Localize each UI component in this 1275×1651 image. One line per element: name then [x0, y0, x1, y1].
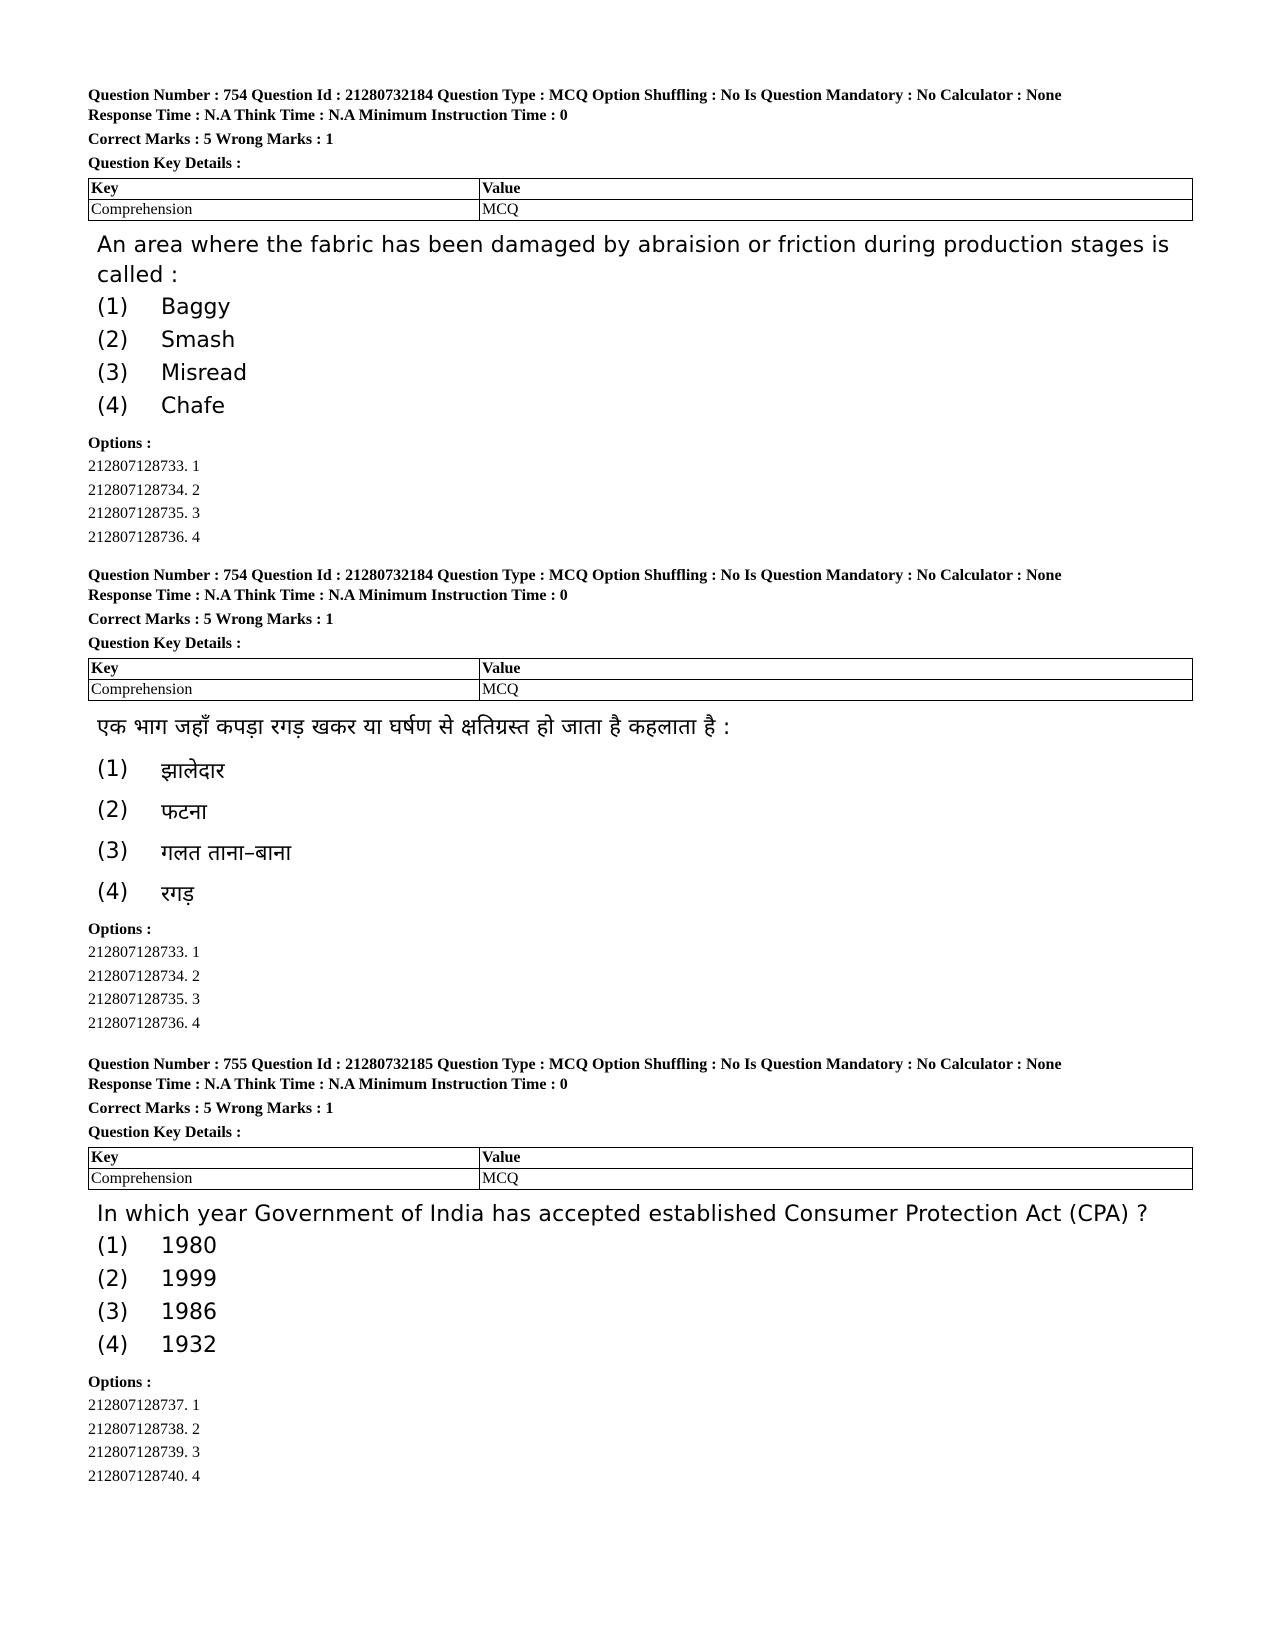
choice-text: 1999: [161, 1267, 217, 1292]
choice-number: (2): [97, 798, 129, 823]
question-text: एक भाग जहाँ कपड़ा रगड़ खकर या घर्षण से क्षतिग्रस्त हो जाता है कहलाता है :: [97, 715, 731, 740]
key-details-table: [88, 178, 1193, 221]
choice-text: Smash: [161, 328, 236, 353]
choice-number: (2): [97, 1267, 129, 1292]
choice-list: [97, 291, 1198, 423]
options-label: Options :: [88, 435, 152, 452]
option-id: 212807128733. 1: [88, 458, 200, 475]
choice-item: [97, 790, 1198, 831]
options-label: Options :: [88, 921, 152, 938]
question-text: In which year Government of India has accepted established Consumer Protection Act (CPA) ?: [97, 1202, 1149, 1227]
marks-line: Correct Marks : 5 Wrong Marks : 1: [88, 611, 334, 628]
choice-item: [97, 324, 1198, 357]
table-row: [89, 200, 1193, 221]
choice-number: (4): [97, 880, 129, 905]
choice-text: गलत ताना–बाना: [161, 840, 292, 866]
option-id: 212807128738. 2: [88, 1420, 200, 1438]
table-row: [89, 1148, 1193, 1169]
question-meta-line-1: Question Number : 754 Question Id : 21280732184 Question Type : MCQ Option Shuffling : No Is Question Mandatory : No Calculator : None: [88, 567, 1062, 584]
choice-list: [97, 749, 1198, 913]
choice-item: [97, 1263, 1198, 1296]
choice-number: (4): [97, 394, 129, 419]
key-details-label: Question Key Details :: [88, 635, 242, 652]
choice-item: [97, 1230, 1198, 1263]
choice-text: Chafe: [161, 394, 226, 419]
table-header-key: Key: [89, 179, 480, 200]
table-header-value: Value: [480, 1148, 1193, 1169]
choice-number: (3): [97, 361, 129, 386]
key-details-label: Question Key Details :: [88, 1124, 242, 1141]
table-cell-key: Comprehension: [89, 680, 480, 701]
choice-number: (3): [97, 839, 129, 864]
option-id: 212807128735. 3: [88, 505, 200, 522]
choice-number: (4): [97, 1333, 129, 1358]
choice-item: [97, 749, 1198, 790]
marks-line: Correct Marks : 5 Wrong Marks : 1: [88, 131, 334, 148]
choice-item: [97, 291, 1198, 324]
option-id: 212807128737. 1: [88, 1397, 200, 1414]
table-header-key: Key: [89, 1148, 480, 1169]
marks-line: Correct Marks : 5 Wrong Marks : 1: [88, 1100, 334, 1117]
option-id: 212807128733. 1: [88, 944, 200, 961]
key-details-table: [88, 658, 1193, 701]
choice-item: [97, 357, 1198, 390]
choice-text: झालेदार: [161, 758, 225, 784]
choice-number: (3): [97, 1300, 129, 1325]
question-block-1: [88, 86, 1198, 549]
option-id: 212807128734. 2: [88, 481, 200, 499]
table-cell-value: MCQ: [480, 680, 1193, 701]
key-details-table: [88, 1147, 1193, 1190]
table-row: [89, 1169, 1193, 1190]
choice-text: फटना: [161, 799, 207, 825]
choice-item: [97, 1296, 1198, 1329]
question-meta-line-2: Response Time : N.A Think Time : N.A Minimum Instruction Time : 0: [88, 107, 568, 124]
choice-number: (1): [97, 295, 129, 320]
option-id: 212807128739. 3: [88, 1444, 200, 1461]
option-id: 212807128736. 4: [88, 528, 200, 546]
choice-item: [97, 390, 1198, 423]
option-id: 212807128740. 4: [88, 1467, 200, 1485]
choice-number: (1): [97, 1234, 129, 1259]
question-block-3: [88, 1055, 1198, 1488]
choice-text: 1932: [161, 1333, 217, 1358]
question-meta-line-1: Question Number : 755 Question Id : 21280732185 Question Type : MCQ Option Shuffling : No Is Question Mandatory : No Calculator : None: [88, 1056, 1062, 1073]
table-header-key: Key: [89, 659, 480, 680]
question-meta-line-1: Question Number : 754 Question Id : 21280732184 Question Type : MCQ Option Shuffling : No Is Question Mandatory : No Calculator : None: [88, 87, 1062, 104]
table-header-value: Value: [480, 659, 1193, 680]
choice-text: रगड़: [161, 881, 195, 907]
key-details-label: Question Key Details :: [88, 155, 242, 172]
choice-text: Misread: [161, 361, 248, 386]
choice-list: [97, 1230, 1198, 1362]
choice-item: [97, 831, 1198, 872]
table-row: [89, 659, 1193, 680]
table-row: [89, 179, 1193, 200]
choice-number: (1): [97, 757, 129, 782]
options-label: Options :: [88, 1374, 152, 1391]
question-meta-line-2: Response Time : N.A Think Time : N.A Minimum Instruction Time : 0: [88, 1076, 568, 1093]
table-row: [89, 680, 1193, 701]
table-cell-value: MCQ: [480, 1169, 1193, 1190]
choice-item: [97, 1329, 1198, 1362]
option-id: 212807128734. 2: [88, 967, 200, 985]
option-id: 212807128735. 3: [88, 991, 200, 1008]
question-block-2: [88, 566, 1198, 1035]
option-id: 212807128736. 4: [88, 1014, 200, 1032]
table-cell-value: MCQ: [480, 200, 1193, 221]
choice-item: [97, 872, 1198, 913]
question-text: An area where the fabric has been damaged by abraision or friction during production stages is called :: [97, 233, 1170, 288]
table-cell-key: Comprehension: [89, 200, 480, 221]
choice-text: 1986: [161, 1300, 217, 1325]
table-cell-key: Comprehension: [89, 1169, 480, 1190]
table-header-value: Value: [480, 179, 1193, 200]
choice-number: (2): [97, 328, 129, 353]
choice-text: 1980: [161, 1234, 217, 1259]
choice-text: Baggy: [161, 295, 231, 320]
question-meta-line-2: Response Time : N.A Think Time : N.A Minimum Instruction Time : 0: [88, 587, 568, 604]
